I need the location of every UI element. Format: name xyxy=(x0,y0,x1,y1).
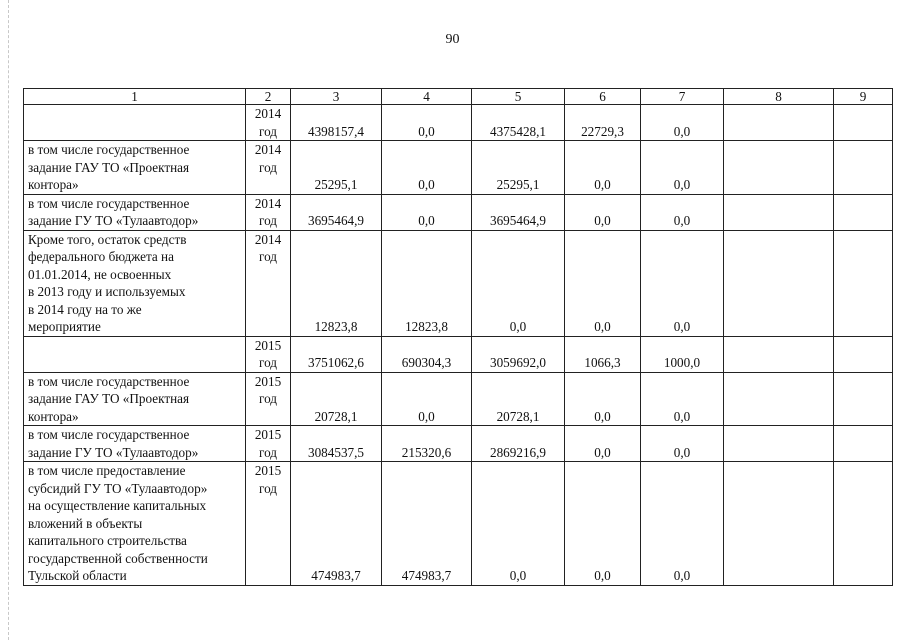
row-year xyxy=(246,105,291,141)
year-line: 2014 xyxy=(254,106,282,121)
value-cell: 215320,6 xyxy=(382,426,472,462)
value-cell: 0,0 xyxy=(472,462,565,586)
value-cell: 0,0 xyxy=(565,462,641,586)
description-line: контора» xyxy=(28,177,79,192)
value-cell: 12823,8 xyxy=(382,230,472,336)
value-cell: 25295,1 xyxy=(291,141,382,195)
year-line: 2014 xyxy=(254,231,282,247)
row-description xyxy=(24,194,246,230)
description-line: задание ГАУ ТО «Проектная xyxy=(28,391,190,406)
scan-edge-line xyxy=(8,0,10,640)
year-line: 2015 xyxy=(254,337,282,353)
value-cell: 0,0 xyxy=(382,105,472,141)
value-cell xyxy=(724,372,834,426)
description-line: Тульской области xyxy=(28,568,127,583)
table-row xyxy=(24,105,893,141)
value-cell: 474983,7 xyxy=(382,462,472,586)
budget-table xyxy=(23,88,893,586)
description-line: в том числе государственное xyxy=(28,373,190,389)
description-line: Кроме того, остаток средств xyxy=(28,231,187,247)
description-line: капитального строительства xyxy=(28,533,187,548)
value-cell xyxy=(724,141,834,195)
value-cell: 0,0 xyxy=(641,372,724,426)
row-year xyxy=(246,336,291,372)
description-line: в том числе предоставление xyxy=(28,463,186,478)
value-cell: 0,0 xyxy=(565,230,641,336)
row-year xyxy=(246,194,291,230)
row-description xyxy=(24,462,246,586)
row-year xyxy=(246,426,291,462)
value-cell xyxy=(724,194,834,230)
value-cell: 20728,1 xyxy=(472,372,565,426)
description-line: в 2013 году и используемых xyxy=(28,284,186,299)
value-cell: 474983,7 xyxy=(291,462,382,586)
description-line: федерального бюджета на xyxy=(28,249,174,264)
column-header: 1 xyxy=(24,89,246,105)
value-cell: 3751062,6 xyxy=(291,336,382,372)
column-header: 9 xyxy=(834,89,893,105)
value-cell: 0,0 xyxy=(641,462,724,586)
year-line: год xyxy=(258,159,277,175)
table-row xyxy=(24,230,893,336)
value-cell xyxy=(834,336,893,372)
value-cell xyxy=(834,105,893,141)
description-line: государственной собственности xyxy=(28,550,208,566)
row-description xyxy=(24,141,246,195)
value-cell: 0,0 xyxy=(641,141,724,195)
column-header: 3 xyxy=(291,89,382,105)
value-cell: 0,0 xyxy=(565,426,641,462)
value-cell: 25295,1 xyxy=(472,141,565,195)
column-header: 8 xyxy=(724,89,834,105)
column-header: 6 xyxy=(565,89,641,105)
value-cell: 0,0 xyxy=(641,230,724,336)
column-header: 2 xyxy=(246,89,291,105)
table-row xyxy=(24,336,893,372)
description-line: мероприятие xyxy=(28,319,101,334)
description-line: в 2014 году на то же xyxy=(28,301,142,317)
value-cell: 690304,3 xyxy=(382,336,472,372)
value-cell: 0,0 xyxy=(641,426,724,462)
value-cell: 0,0 xyxy=(472,230,565,336)
year-line: год xyxy=(258,123,277,139)
value-cell: 4375428,1 xyxy=(472,105,565,141)
description-line: в том числе государственное xyxy=(28,142,190,157)
value-cell: 3084537,5 xyxy=(291,426,382,462)
table-row xyxy=(24,194,893,230)
year-line: 2014 xyxy=(254,195,282,211)
value-cell: 0,0 xyxy=(641,194,724,230)
row-year xyxy=(246,462,291,586)
value-cell: 12823,8 xyxy=(291,230,382,336)
value-cell: 3695464,9 xyxy=(291,194,382,230)
description-line: на осуществление капитальных xyxy=(28,498,207,513)
table-row xyxy=(24,141,893,195)
description-line: вложений в объекты xyxy=(28,515,143,531)
description-line: контора» xyxy=(28,408,79,424)
column-header: 5 xyxy=(472,89,565,105)
year-line: 2015 xyxy=(254,427,282,442)
description-line: задание ГАУ ТО «Проектная xyxy=(28,159,190,175)
page-number: 90 xyxy=(445,32,460,47)
description-line: 01.01.2014, не освоенных xyxy=(28,266,172,282)
value-cell xyxy=(834,372,893,426)
table-row xyxy=(24,426,893,462)
value-cell xyxy=(724,336,834,372)
description-line: в том числе государственное xyxy=(28,195,190,211)
value-cell: 3059692,0 xyxy=(472,336,565,372)
value-cell: 0,0 xyxy=(382,194,472,230)
value-cell: 3695464,9 xyxy=(472,194,565,230)
row-description xyxy=(24,230,246,336)
value-cell xyxy=(724,105,834,141)
value-cell: 0,0 xyxy=(565,372,641,426)
year-line: год xyxy=(258,249,277,264)
description-line: задание ГУ ТО «Тулаавтодор» xyxy=(28,213,199,228)
description-line: в том числе государственное xyxy=(28,427,190,442)
year-line: год xyxy=(258,444,277,460)
value-cell: 1066,3 xyxy=(565,336,641,372)
row-description xyxy=(24,105,246,141)
row-description xyxy=(24,372,246,426)
value-cell: 0,0 xyxy=(565,141,641,195)
column-header: 7 xyxy=(641,89,724,105)
value-cell: 22729,3 xyxy=(565,105,641,141)
year-line: год xyxy=(258,391,277,406)
table-row xyxy=(24,462,893,586)
year-line: год xyxy=(258,480,277,496)
value-cell: 0,0 xyxy=(382,372,472,426)
description-line: субсидий ГУ ТО «Тулаавтодор» xyxy=(28,480,208,496)
value-cell xyxy=(724,462,834,586)
year-line: 2015 xyxy=(254,463,282,478)
value-cell xyxy=(834,141,893,195)
value-cell xyxy=(834,230,893,336)
year-line: год xyxy=(258,355,277,370)
row-description xyxy=(24,336,246,372)
value-cell: 0,0 xyxy=(565,194,641,230)
column-header: 4 xyxy=(382,89,472,105)
year-line: 2014 xyxy=(254,142,282,157)
value-cell: 2869216,9 xyxy=(472,426,565,462)
value-cell xyxy=(834,194,893,230)
value-cell xyxy=(834,426,893,462)
value-cell xyxy=(724,230,834,336)
description-line: задание ГУ ТО «Тулаавтодор» xyxy=(28,444,199,460)
value-cell: 20728,1 xyxy=(291,372,382,426)
value-cell: 1000,0 xyxy=(641,336,724,372)
table-header-row xyxy=(24,89,893,105)
year-line: год xyxy=(258,213,277,228)
row-year xyxy=(246,141,291,195)
value-cell: 0,0 xyxy=(382,141,472,195)
value-cell xyxy=(834,462,893,586)
value-cell: 4398157,4 xyxy=(291,105,382,141)
value-cell: 0,0 xyxy=(641,105,724,141)
table-row xyxy=(24,372,893,426)
row-year xyxy=(246,230,291,336)
row-description xyxy=(24,426,246,462)
value-cell xyxy=(724,426,834,462)
year-line: 2015 xyxy=(254,373,282,389)
row-year xyxy=(246,372,291,426)
